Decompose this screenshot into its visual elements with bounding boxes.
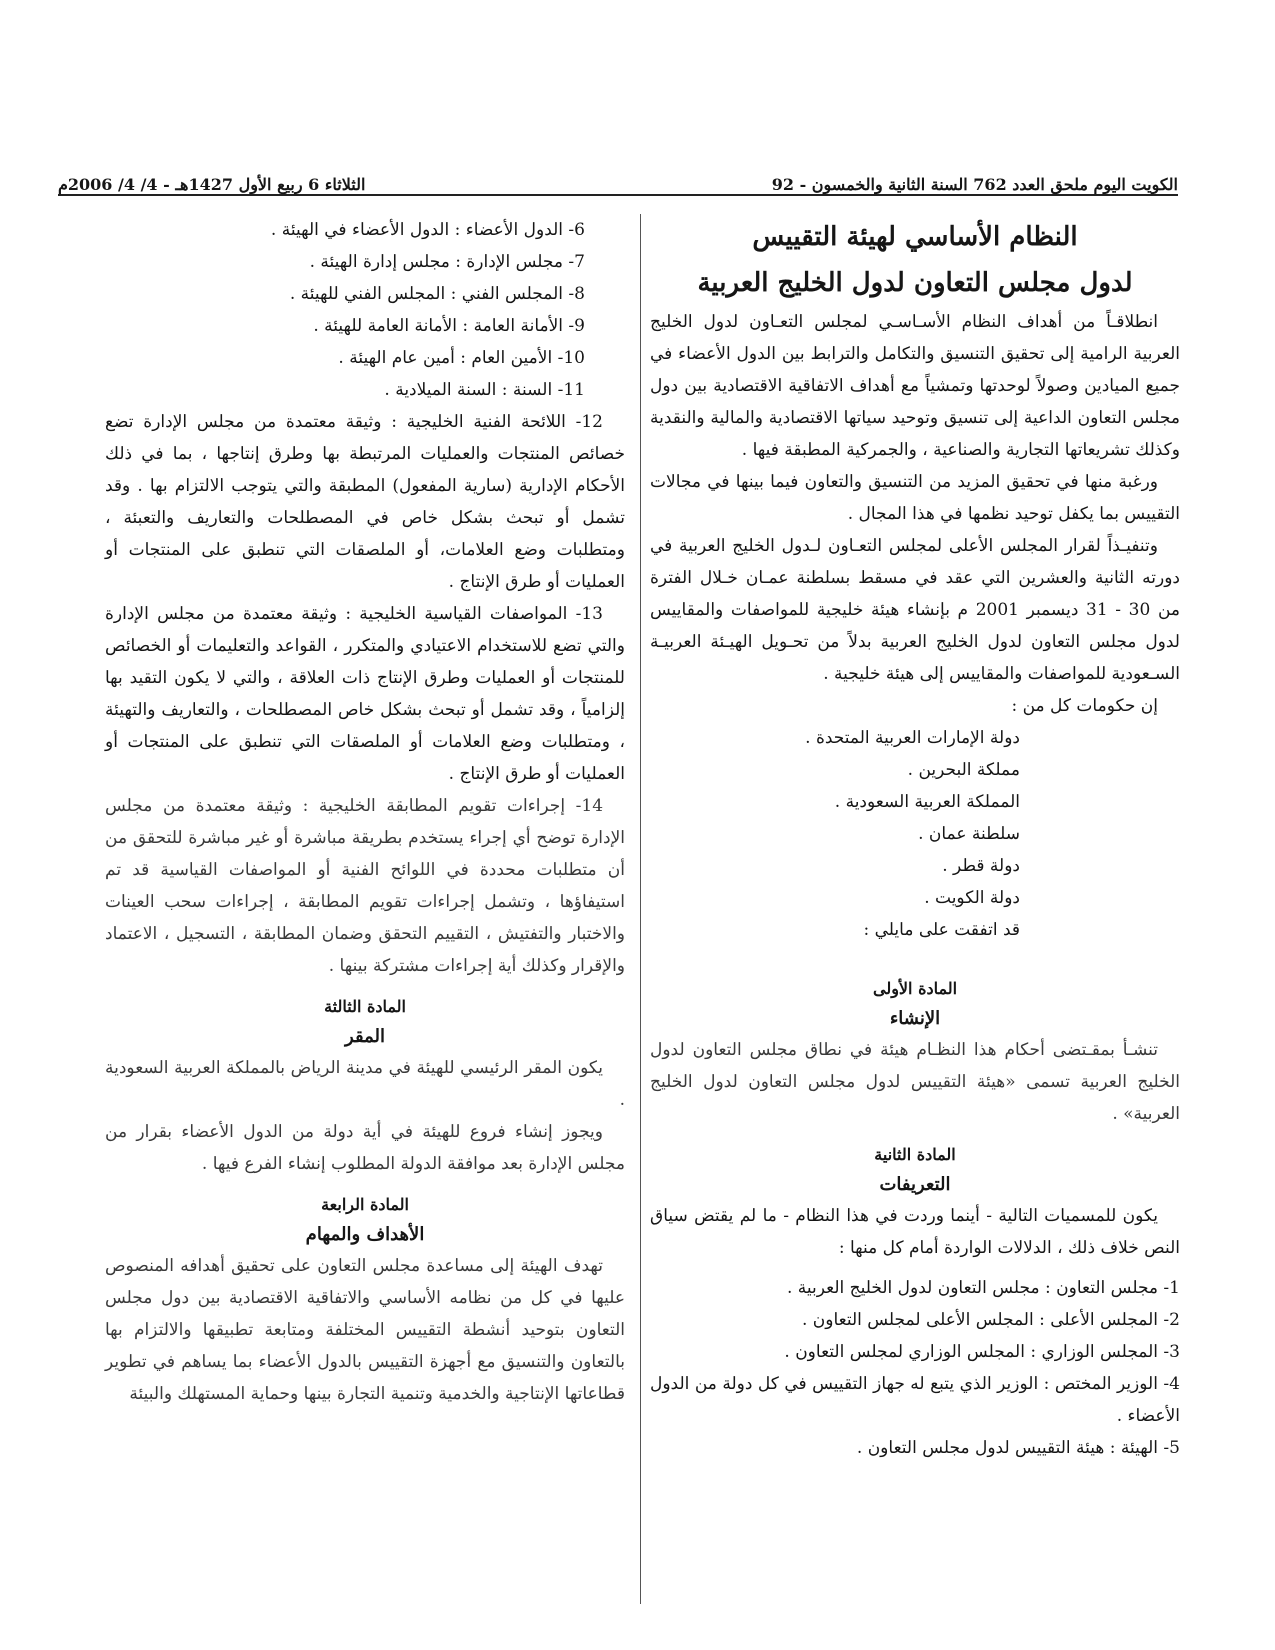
article-paragraph: تنشـأ بمقـتضى أحكام هذا النظـام هيئة في نطاق مجلس التعاون لدول الخليج العربية تسمى «هيئة التقييس لدول مجلس التعاون لدول الخليج العربية» .	[650, 1040, 1180, 1124]
list-item: 10- الأمين العام : أمين عام الهيئة .	[338, 348, 585, 368]
member-states-list	[650, 722, 1180, 946]
list-item: 11- السنة : السنة الميلادية .	[384, 380, 585, 400]
list-item: 4- الوزير المختص : الوزير الذي يتبع له جهاز التقييس في كل دولة من الدول الأعضاء .	[650, 1374, 1180, 1426]
article-number: المادة الرابعة	[321, 1195, 409, 1214]
list-item: 1- مجلس التعاون : مجلس التعاون لدول الخليج العربية .	[786, 1278, 1180, 1298]
definition-paragraph: 13- المواصفات القياسية الخليجية : وثيقة معتمدة من مجلس الإدارة والتي تضع للاستخدام الاعتيادي والمتكرر ، القواعد والتعليمات أو الخصائص للمنتجات أو العمليات وطرق الإنتاج ذات العلاقة ، والتي لا يكون التقيد بها إلزامياً ، وقد تشمل أو تبحث بشكل خاص المصطلحات ، والتعاريف والتهيئة ، ومتطلبات وضع العلامات أو الملصقات التي تنطبق على المنتجات أو العمليات أو طرق الإنتاج .	[105, 604, 625, 784]
article-paragraph: ويجوز إنشاء فروع للهيئة في أية دولة من الدول الأعضاء بقرار من مجلس الإدارة بعد موافقة الدولة المطلوب إنشاء الفرع فيها .	[105, 1122, 625, 1174]
document-subtitle: لدول مجلس التعاون لدول الخليج العربية	[697, 268, 1133, 298]
list-item: دولة الكويت .	[924, 888, 1020, 908]
definition-paragraph: 14- إجراءات تقويم المطابقة الخليجية : وثيقة معتمدة من مجلس الإدارة توضح أي إجراء يستخدم بطريقة مباشرة أو غير مباشرة للتحقق من أن متطلبات محددة في اللوائح الفنية أو المواصفات القياسية قد تم استيفاؤها ، وتشمل إجراءات تقويم المطابقة ، إجراءات سحب العينات والاختبار والتفتيش ، التقييم التحقق وضمان المطابقة ، التسجيل ، الاعتماد والإقرار وكذلك أية إجراءات مشتركة بينها .	[105, 796, 625, 976]
column-divider	[640, 214, 641, 1604]
list-item: 9- الأمانة العامة : الأمانة العامة للهيئة .	[313, 316, 585, 336]
article-title: الإنشاء	[889, 1008, 941, 1029]
article-number: المادة الثالثة	[324, 997, 406, 1016]
list-item: دولة قطر .	[942, 856, 1020, 876]
article-paragraph: يكون للمسميات التالية - أينما وردت في هذا النظام - ما لم يقتض سياق النص خلاف ذلك ، الدلالات الواردة أمام كل منها :	[650, 1206, 1180, 1258]
preamble-paragraph: وتنفيـذاً لقرار المجلس الأعلى لمجلس التعـاون لـدول الخليج العربية في دورته الثانية والعشرين التي عقد في مسقط بسلطنة عمـان خـلال الفترة من 30 - 31 ديسمبر 2001 م بإنشاء هيئة خليجية للمواصفات والمقاييس لدول مجلس التعاون لدول الخليج العربية بدلاً من تحـويل الهيـئة العربيـة السـعودية للمواصفات والمقاييس إلى هيئة خليجية .	[650, 536, 1180, 684]
list-item: 6- الدول الأعضاء : الدول الأعضاء في الهيئة .	[270, 220, 585, 240]
article-paragraph: تهدف الهيئة إلى مساعدة مجلس التعاون على تحقيق أهدافه المنصوص عليها في كل من نظامه الأساسي والاتفاقية الاقتصادية بين دول مجلس التعاون بتوحيد أنشطة التقييس المختلفة ومتابعة تطبيقها والالتزام بها بالتعاون والتنسيق مع أجهزة التقييس بالدول الأعضاء بما يساهم في تطوير قطاعاتها الإنتاجية والخدمية وتنمية التجارة بينها وحماية المستهلك والبيئة	[105, 1256, 625, 1404]
list-item: 8- المجلس الفني : المجلس الفني للهيئة .	[289, 284, 585, 304]
article-title: الأهداف والمهام	[305, 1224, 425, 1245]
header-publication	[772, 175, 1178, 194]
governments-intro: إن حكومات كل من :	[1011, 696, 1158, 716]
list-item: المملكة العربية السعودية .	[834, 792, 1020, 812]
article-title: المقر	[345, 1026, 385, 1047]
article-number: المادة الأولى	[872, 979, 958, 998]
list-item: دولة الإمارات العربية المتحدة .	[805, 728, 1020, 748]
right-column	[650, 214, 1180, 1464]
definitions-list	[105, 214, 625, 406]
article-title: التعريفات	[879, 1174, 951, 1195]
list-item: قد اتفقت على مايلي :	[863, 920, 1020, 940]
left-column	[105, 214, 625, 1410]
list-item: سلطنة عمان .	[918, 824, 1020, 844]
list-item: 7- مجلس الإدارة : مجلس إدارة الهيئة .	[309, 252, 585, 272]
document-title: النظام الأساسي لهيئة التقييس	[752, 222, 1078, 252]
header-date: الثلاثاء 6 ربيع الأول 1427هـ - 4/ 4/ 2006م	[58, 175, 366, 194]
preamble-paragraph: انطلاقـاً من أهداف النظام الأسـاسـي لمجلس التعـاون لدول الخليج العربية الرامية إلى تحقيق التنسيق والتكامل والترابط بين الدول الأعضاء في جميع الميادين وصولاً لوحدتها وتمشياً مع أهداف الاتفاقية الاقتصادية بين دول مجلس التعاون الداعية إلى تنسيق وتوحيد سياتها الاقتصادية والمالية والنقدية وكذلك تشريعاتها التجارية والصناعية ، والجمركية المطبقة فيها .	[650, 312, 1180, 460]
publication-title: الكويت اليوم ملحق العدد 762 السنة الثانية والخمسون -	[799, 175, 1178, 194]
article-number: المادة الثانية	[874, 1145, 956, 1164]
list-item: 2- المجلس الأعلى : المجلس الأعلى لمجلس التعاون .	[801, 1310, 1180, 1330]
definition-paragraph: 12- اللائحة الفنية الخليجية : وثيقة معتمدة من مجلس الإدارة تضع خصائص المنتجات والعمليات المرتبطة بها وطرق إنتاجها ، بما في ذلك الأحكام الإدارية (سارية المفعول) المطبقة والتي يتوجب الالتزام بها . وقد تشمل أو تبحث بشكل خاص في المصطلحات والتعاريف والتعبئة ، ومتطلبات وضع العلامات، أو الملصقات التي تنطبق على المنتجات أو العمليات أو طرق الإنتاج .	[105, 412, 625, 592]
list-item: 3- المجلس الوزاري : المجلس الوزاري لمجلس التعاون .	[784, 1342, 1180, 1362]
article-paragraph: يكون المقر الرئيسي للهيئة في مدينة الرياض بالمملكة العربية السعودية .	[105, 1058, 625, 1110]
preamble-paragraph: ورغبة منها في تحقيق المزيد من التنسيق والتعاون فيما بينها في مجالات التقييس بما يكفل توحيد نظمها في هذا المجال .	[650, 472, 1180, 524]
list-item: مملكة البحرين .	[907, 760, 1020, 780]
definitions-list	[650, 1272, 1180, 1464]
list-item: 5- الهيئة : هيئة التقييس لدول مجلس التعاون .	[856, 1438, 1180, 1458]
page-header	[58, 168, 1178, 196]
page-number: 92	[771, 175, 794, 194]
